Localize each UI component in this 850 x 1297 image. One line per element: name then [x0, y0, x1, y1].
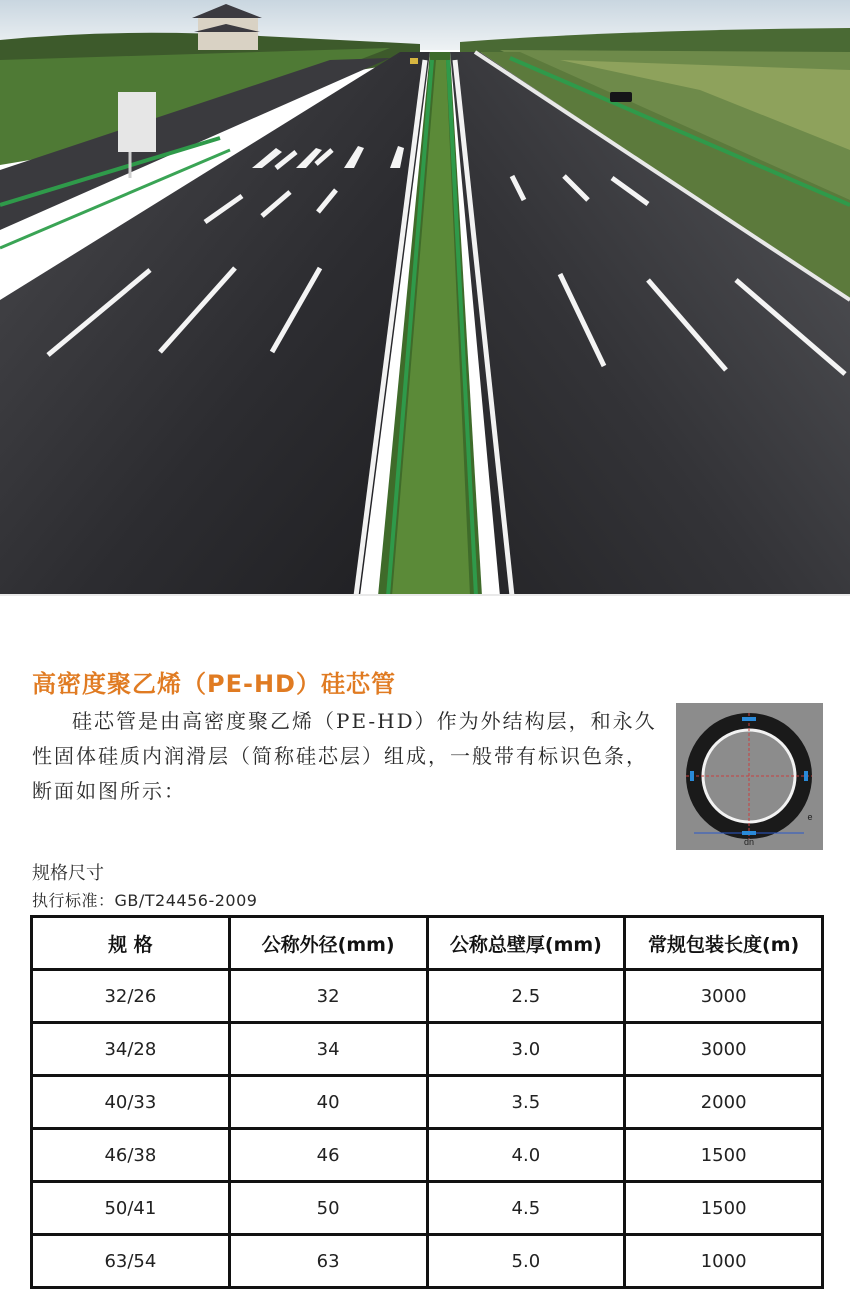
cell-spec: 46/38: [32, 1129, 230, 1182]
product-title: 高密度聚乙烯（PE-HD）硅芯管: [32, 670, 396, 698]
cell-spec: 32/26: [32, 970, 230, 1023]
table-row: [32, 1023, 823, 1076]
column-header-outer-diameter: 公称外径(mm): [229, 917, 427, 970]
cell-package-length: 2000: [625, 1076, 823, 1129]
cell-spec: 63/54: [32, 1235, 230, 1288]
spec-table: [30, 915, 824, 1289]
cell-outer-diameter: 32: [229, 970, 427, 1023]
product-description: 硅芯管是由高密度聚乙烯（PE-HD）作为外结构层，和永久性固体硅质内润滑层（简称硅芯层）组成，一般带有标识色条，断面如图所示：: [32, 709, 657, 803]
car: [410, 58, 418, 64]
highway-photo: [0, 0, 850, 596]
cell-wall-thickness: 5.0: [427, 1235, 625, 1288]
column-header-package-length: 常规包装长度(m): [625, 917, 823, 970]
pipe-cross-section-diagram: [676, 703, 823, 850]
cell-wall-thickness: 3.0: [427, 1023, 625, 1076]
table-row: [32, 1076, 823, 1129]
cell-package-length: 1500: [625, 1129, 823, 1182]
cell-outer-diameter: 40: [229, 1076, 427, 1129]
cell-package-length: 1500: [625, 1182, 823, 1235]
spec-standard: 执行标准：GB/T24456-2009: [32, 891, 258, 910]
spec-heading: 规格尺寸: [32, 863, 104, 884]
column-header-spec: 规 格: [32, 917, 230, 970]
table-row: [32, 1129, 823, 1182]
table-row: [32, 970, 823, 1023]
cell-outer-diameter: 46: [229, 1129, 427, 1182]
table-row: [32, 1235, 823, 1288]
cell-wall-thickness: 2.5: [427, 970, 625, 1023]
cell-wall-thickness: 3.5: [427, 1076, 625, 1129]
cell-package-length: 3000: [625, 1023, 823, 1076]
column-header-wall-thickness: 公称总壁厚(mm): [427, 917, 625, 970]
cell-spec: 34/28: [32, 1023, 230, 1076]
cell-spec: 50/41: [32, 1182, 230, 1235]
table-row: [32, 1182, 823, 1235]
cell-wall-thickness: 4.5: [427, 1182, 625, 1235]
car: [610, 92, 632, 102]
table-header-row: [32, 917, 823, 970]
cell-wall-thickness: 4.0: [427, 1129, 625, 1182]
cell-outer-diameter: 34: [229, 1023, 427, 1076]
cell-package-length: 1000: [625, 1235, 823, 1288]
cell-spec: 40/33: [32, 1076, 230, 1129]
cell-outer-diameter: 50: [229, 1182, 427, 1235]
wall-thickness-label: e: [807, 812, 813, 822]
diameter-label: dn: [743, 837, 755, 847]
cell-outer-diameter: 63: [229, 1235, 427, 1288]
cell-package-length: 3000: [625, 970, 823, 1023]
